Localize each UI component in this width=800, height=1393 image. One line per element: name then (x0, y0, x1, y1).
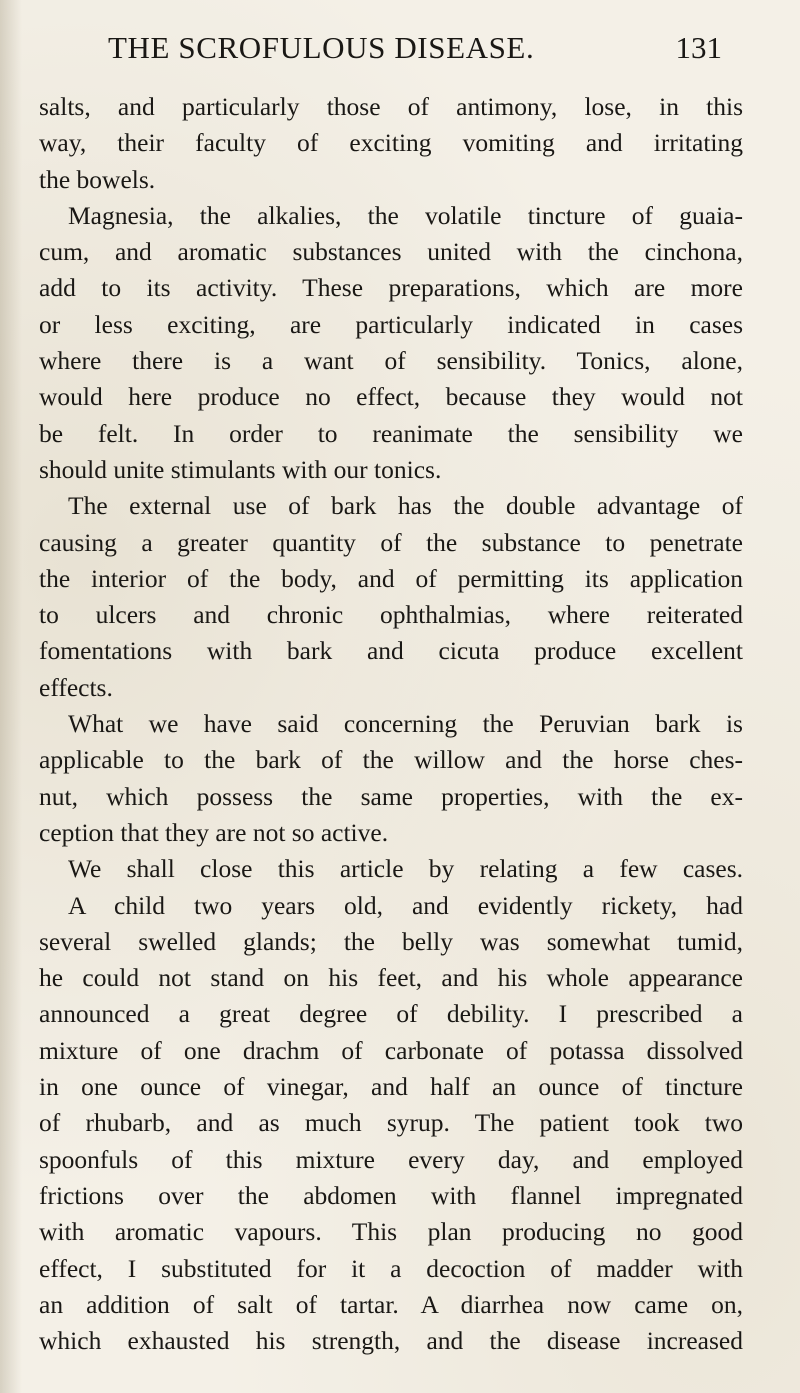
text-line: to ulcers and chronic ophthalmias, where reiterated (39, 600, 743, 630)
text-line: effect, I substituted for it a decoction of madder with (39, 1253, 743, 1283)
text-line: ception that they are not so active. (39, 817, 389, 847)
running-head (108, 30, 722, 74)
body-text (39, 89, 743, 1359)
text-line: be felt. In order to reanimate the sensibility we (39, 418, 743, 448)
text-line: The external use of bark has the double advantage of (68, 491, 743, 521)
text-line: he could not stand on his feet, and his whole appearance (39, 963, 743, 993)
running-title: THE SCROFULOUS DISEASE. (108, 30, 535, 65)
text-line: We shall close this article by relating a few cases. (68, 854, 743, 884)
text-line: the bowels. (39, 164, 156, 194)
text-line: announced a great degree of debility. I prescribed a (39, 999, 743, 1029)
page-number: 131 (675, 30, 722, 65)
text-line: effects. (39, 672, 113, 702)
text-line: of rhubarb, and as much syrup. The patient took two (39, 1108, 743, 1138)
text-line: fomentations with bark and cicuta produce excellent (39, 636, 743, 666)
text-line: mixture of one drachm of carbonate of potassa dissolved (39, 1035, 743, 1065)
text-line: the interior of the body, and of permitting its application (39, 563, 743, 593)
text-line: cum, and aromatic substances united with the cinchona, (39, 237, 743, 267)
text-line: causing a greater quantity of the substance to penetrate (39, 527, 743, 557)
text-line: which exhausted his strength, and the disease increased (39, 1326, 743, 1356)
text-line: add to its activity. These preparations, which are more (39, 273, 743, 303)
text-line: What we have said concerning the Peruvian bark is (68, 709, 743, 739)
text-line: would here produce no effect, because they would not (39, 382, 743, 412)
text-line: should unite stimulants with our tonics. (39, 454, 442, 484)
text-line: nut, which possess the same properties, with the ex- (39, 781, 743, 811)
text-line: salts, and particularly those of antimony, lose, in this (39, 92, 743, 121)
text-line: way, their faculty of exciting vomiting and irritating (39, 128, 743, 158)
text-line: frictions over the abdomen with flannel impregnated (39, 1180, 743, 1210)
text-line: where there is a want of sensibility. Tonics, alone, (39, 346, 743, 376)
text-line: in one ounce of vinegar, and half an ounce of tincture (39, 1072, 743, 1102)
text-line: or less exciting, are particularly indicated in cases (39, 309, 743, 339)
text-line: A child two years old, and evidently rickety, had (68, 890, 743, 920)
text-line: spoonfuls of this mixture every day, and employed (39, 1144, 743, 1174)
text-line: with aromatic vapours. This plan producing no good (39, 1217, 743, 1247)
page-gutter-shadow (0, 0, 22, 1393)
text-line: Magnesia, the alkalies, the volatile tincture of guaia- (68, 200, 743, 230)
text-line: several swelled glands; the belly was somewhat tumid, (39, 926, 743, 956)
text-line: applicable to the bark of the willow and the horse ches- (39, 745, 743, 775)
text-line: an addition of salt of tartar. A diarrhea now came on, (39, 1289, 743, 1319)
